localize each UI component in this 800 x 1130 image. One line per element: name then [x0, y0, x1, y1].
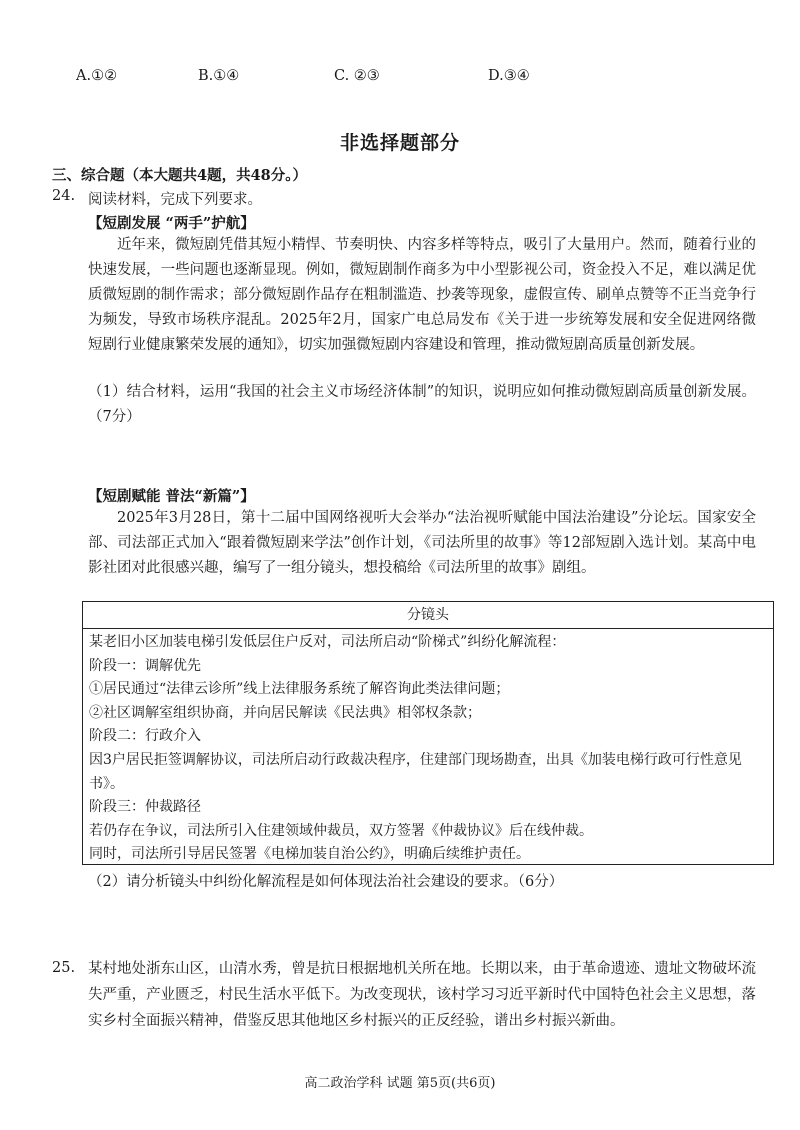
material-2-text: 2025年3月28日，第十二届中国网络视听大会举办“法治视听赋能中国法治建设”分论坛。国家安全部、司法部正式加入“跟着微短剧来学法”创作计划，《司法所里的故事》等12部短剧入选计划。某高中电影社团对此很感兴趣，编写了一组分镜头，想投稿给《司法所里的故事》剧组。 — [88, 510, 756, 576]
storyboard-table-body — [83, 629, 773, 867]
question-25-number: 25. — [52, 960, 76, 976]
material-1-title: 【短剧发展 “两手”护航】 — [88, 215, 255, 232]
table-line: 某老旧小区加装电梯引发低层住户反对，司法所启动“阶梯式”纠纷化解流程： — [89, 634, 566, 650]
section-title: 非选择题部分 — [339, 132, 460, 154]
option-d: D.③④ — [488, 68, 530, 84]
question-25-text: 某村地处浙东山区，山清水秀，曾是抗日根据地机关所在地。长期以来，由于革命遗迹、遗址文物破坏流失严重，产业匮乏，村民生活水平低下。为改变现状，该村学习习近平新时代中国特色社会主义思想，落实乡村全面振兴精神，借鉴反思其他地区乡村振兴的正反经验，谱出乡村振兴新曲。 — [88, 961, 756, 1029]
storyboard-table-header: 分镜头 — [83, 602, 773, 629]
part-heading: 三、综合题（本大题共4题，共48分。） — [52, 167, 308, 184]
page-footer: 高二政治学科 试题 第5页(共6页) — [304, 1076, 496, 1091]
subquestion-2: （2）请分析镜头中纠纷化解流程是如何体现法治社会建设的要求。（6分） — [88, 874, 564, 890]
question-24-number: 24. — [52, 188, 76, 204]
material-2-title: 【短剧赋能 普法“新篇”】 — [88, 488, 255, 505]
table-line: ②社区调解室组织协商，并向居民解读《民法典》相邻权条款； — [89, 704, 481, 721]
option-b: B.①④ — [198, 68, 240, 84]
subquestion-1: （1）结合材料，运用“我国的社会主义市场经济体制”的知识，说明应如何推动微短剧高质量创新发展。（7分） — [88, 384, 756, 425]
storyboard-table — [82, 601, 774, 865]
table-line: 同时，司法所引导居民签署《电梯加装自治公约》，明确后续维护责任。 — [89, 846, 530, 863]
table-line: 阶段二：行政介入 — [89, 728, 201, 745]
table-line: 因3户居民拒签调解协议，司法所启动行政裁决程序，住建部门现场勘查，出具《加装电梯行政可行性意见书》。 — [89, 751, 742, 792]
material-1-text: 近年来，微短剧凭借其短小精悍、节奏明快、内容多样等特点，吸引了大量用户。然而，随着行业的快速发展，一些问题也逐渐显现。例如，微短剧制作商多为中小型影视公司，资金投入不足，难以满足优质微短剧的制作需求；部分微短剧作品存在粗制滥造、抄袭等现象，虚假宣传、刷单点赞等不正当竞争行为频发，导致市场秩序混乱。2025年2月，国家广电总局发布《关于进一步统筹发展和安全促进网络微短剧行业健康繁荣发展的通知》，切实加强微短剧内容建设和管理，推动微短剧高质量创新发展。 — [88, 237, 756, 353]
table-line: ①居民通过“法律云诊所”线上法律服务系统了解咨询此类法律问题； — [89, 681, 510, 698]
table-line: 阶段三：仲裁路径 — [89, 799, 201, 816]
option-c: C. ②③ — [334, 68, 380, 84]
question-24-instruction: 阅读材料，完成下列要求。 — [88, 192, 262, 208]
option-a: A.①② — [76, 68, 118, 84]
table-line: 若仍存在争议，司法所引入住建领域仲裁员，双方签署《仲裁协议》后在线仲裁。 — [89, 822, 593, 839]
table-line: 阶段一：调解优先 — [89, 657, 201, 674]
